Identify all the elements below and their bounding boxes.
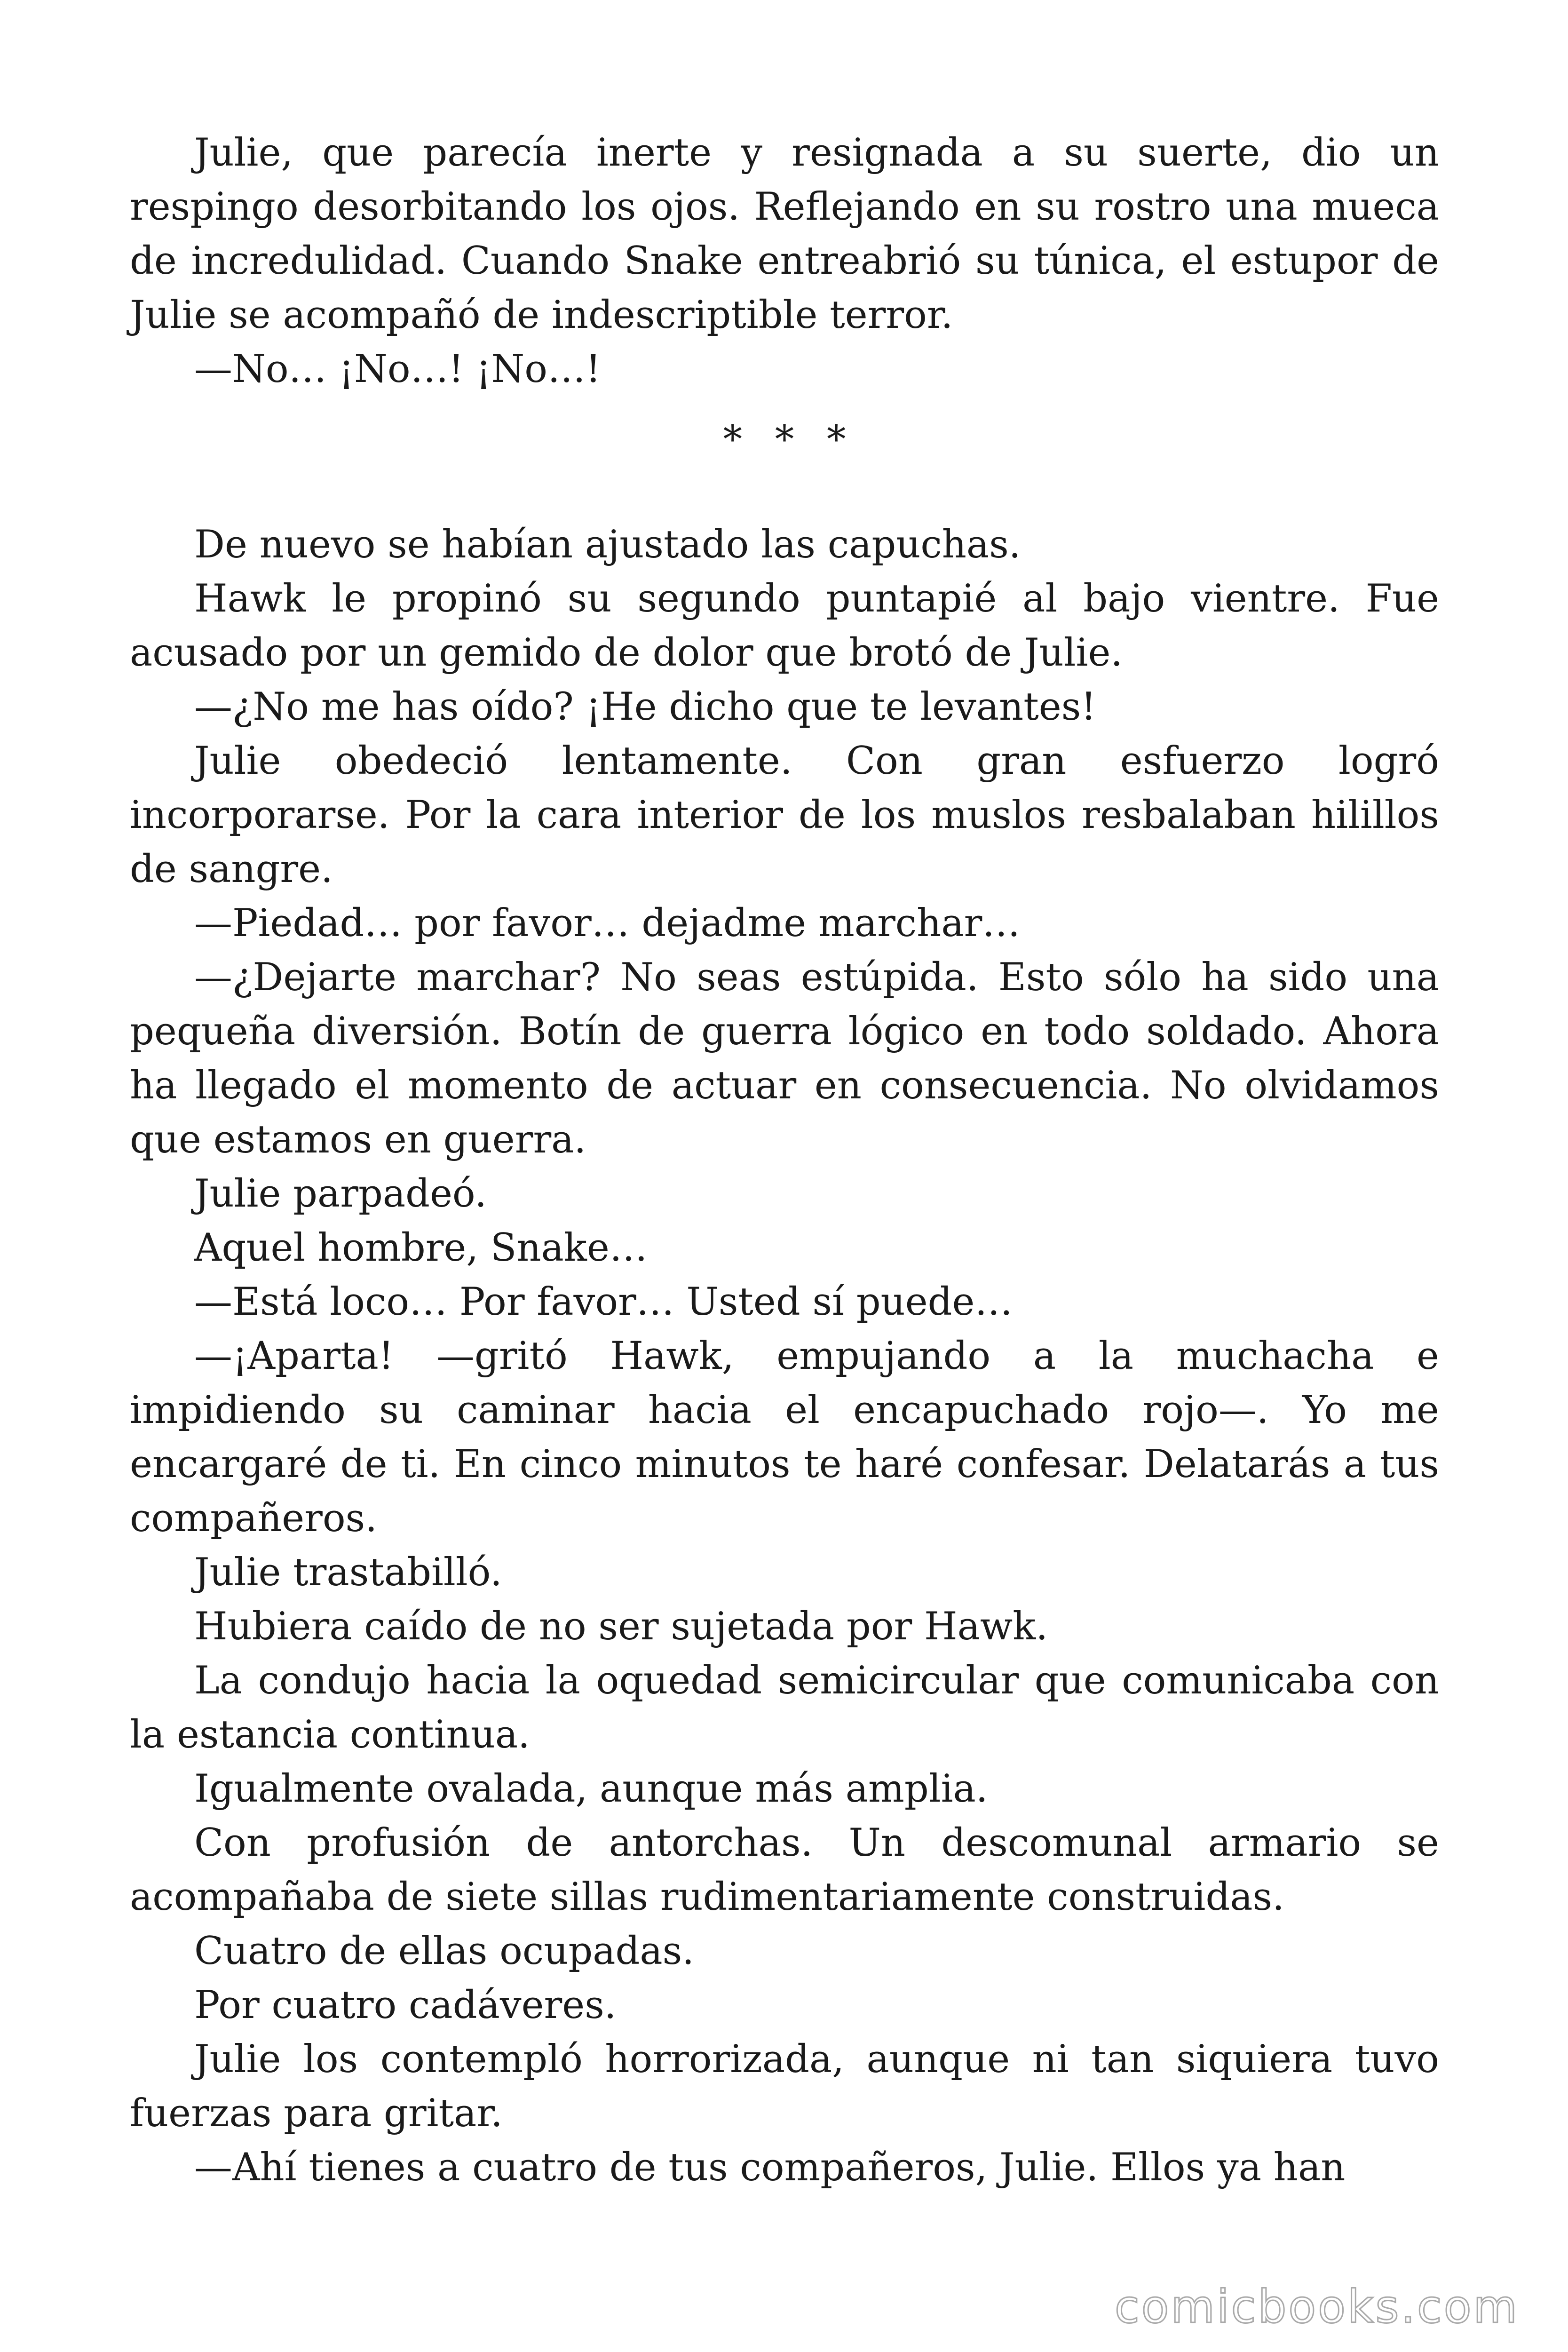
paragraph: Julie obedeció lentamente. Con gran esfuerzo logró incorporarse. Por la cara interior de los muslos resbalaban hilillos de sangre.: [130, 739, 1439, 891]
paragraph: De nuevo se habían ajustado las capuchas.: [194, 523, 1021, 567]
paragraph: Cuatro de ellas ocupadas.: [194, 1929, 695, 1973]
book-page-text: [130, 126, 1439, 2195]
paragraph: Julie trastabilló.: [194, 1550, 502, 1595]
paragraph: Con profusión de antorchas. Un descomunal armario se acompañaba de siete sillas rudimentariamente construidas.: [130, 1821, 1439, 1919]
scene-break: * * *: [723, 418, 856, 462]
paragraph: —¡Aparta! —gritó Hawk, empujando a la muchacha e impidiendo su caminar hacia el encapuchado rojo—. Yo me encargaré de ti. En cinco minutos te haré confesar. Delatarás a tus compañeros.: [130, 1334, 1439, 1541]
paragraph: Hawk le propinó su segundo puntapié al bajo vientre. Fue acusado por un gemido de dolor que brotó de Julie.: [130, 577, 1439, 675]
paragraph: Igualmente ovalada, aunque más amplia.: [194, 1767, 988, 1811]
paragraph: La condujo hacia la oquedad semicircular que comunicaba con la estancia continua.: [130, 1659, 1439, 1757]
paragraph: —¿Dejarte marchar? No seas estúpida. Esto sólo ha sido una pequeña diversión. Botín de guerra lógico en todo soldado. Ahora ha llegado el momento de actuar en consecuencia. No olvidamos que estamos en guerra.: [130, 955, 1439, 1162]
paragraph: —¿No me has oído? ¡He dicho que te levantes!: [194, 685, 1096, 729]
paragraph: Julie, que parecía inerte y resignada a su suerte, dio un respingo desorbitando los ojos. Reflejando en su rostro una mueca de incredulidad. Cuando Snake entreabrió su túnica, el estupor de Julie se acompañó de indescriptible terror.: [130, 131, 1439, 337]
paragraph: Julie los contempló horrorizada, aunque ni tan siquiera tuvo fuerzas para gritar.: [130, 2037, 1439, 2136]
paragraph: —No… ¡No…! ¡No…!: [194, 347, 601, 391]
paragraph: Aquel hombre, Snake…: [194, 1226, 648, 1270]
paragraph: Por cuatro cadáveres.: [194, 1983, 617, 2027]
paragraph: —Está loco… Por favor… Usted sí puede…: [194, 1280, 1013, 1324]
paragraph: —Piedad… por favor… dejadme marchar…: [194, 901, 1021, 946]
paragraph: Julie parpadeó.: [194, 1172, 487, 1216]
watermark-logo: comicbooks.com: [1114, 2280, 1519, 2333]
paragraph: —Ahí tienes a cuatro de tus compañeros, Julie. Ellos ya han: [194, 2145, 1346, 2190]
paragraph: Hubiera caído de no ser sujetada por Hawk.: [194, 1605, 1048, 1649]
